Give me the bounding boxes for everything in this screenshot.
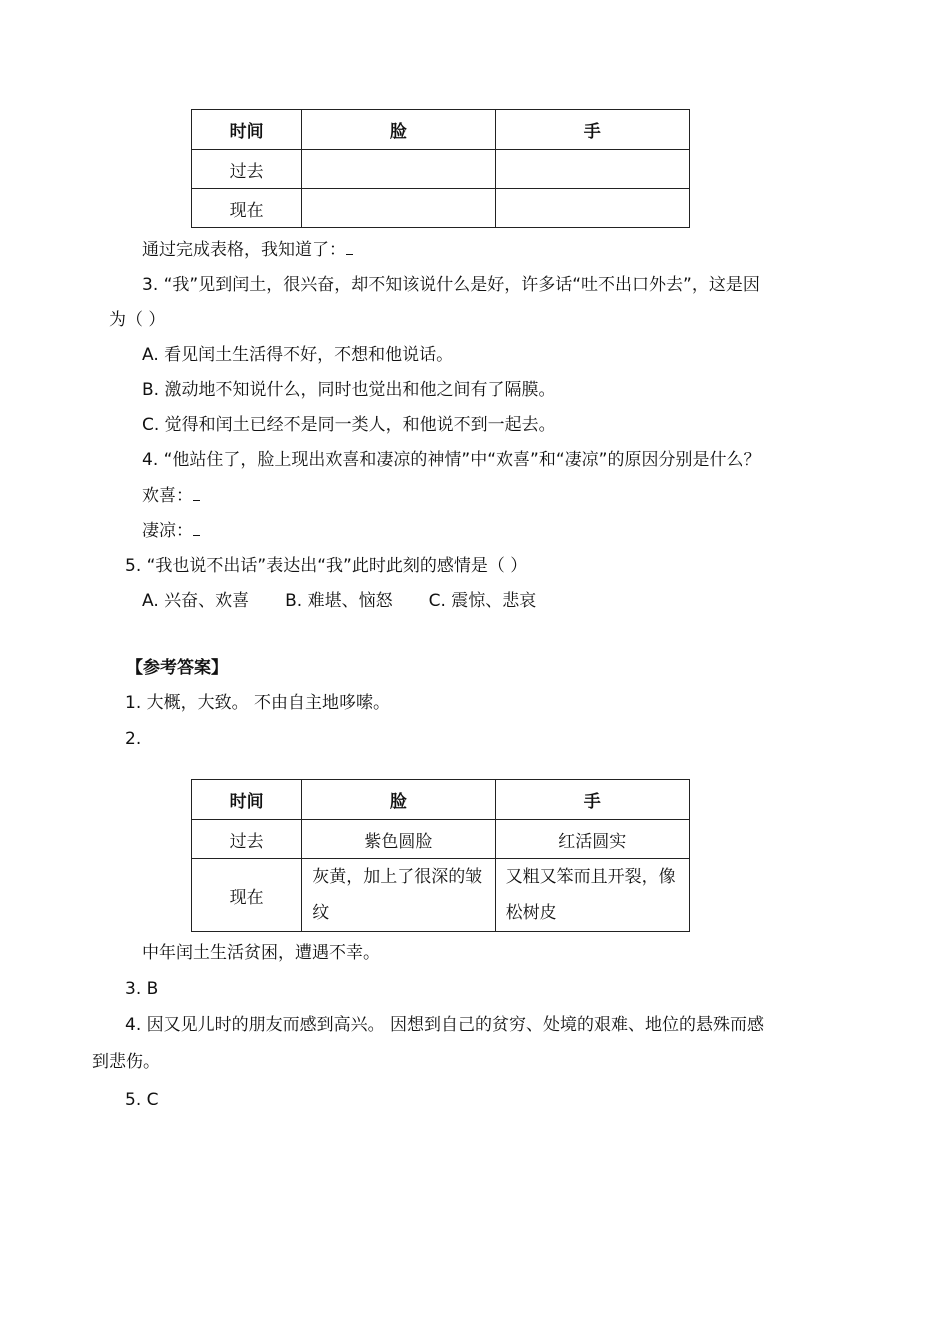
q5-option-b: B. 难堪、恼怒 bbox=[285, 591, 393, 611]
table-row bbox=[192, 189, 690, 228]
face-now: 灰黄，加上了很深的皱纹 bbox=[302, 859, 495, 932]
answer-blank bbox=[193, 484, 200, 501]
table-header-hand: 手 bbox=[495, 780, 689, 820]
q3-stem-line1: 3. “我”见到闰土，很兴奋，却不知该说什么是好，许多话“吐不出口外去”，这是因 bbox=[142, 275, 760, 295]
row-label-past: 过去 bbox=[192, 820, 302, 859]
answer-2-summary: 中年闰土生活贫困，遭遇不幸。 bbox=[142, 943, 380, 963]
row-label-now: 现在 bbox=[192, 859, 302, 932]
q4-question: 4. “他站住了，脸上现出欢喜和凄凉的神情”中“欢喜”和“凄凉”的原因分别是什么？ bbox=[142, 450, 761, 470]
blank-cell-face-now bbox=[302, 189, 495, 228]
answer-blank bbox=[346, 238, 353, 255]
q3-stem-line2: 为（ ） bbox=[109, 310, 166, 330]
hand-past: 红活圆实 bbox=[495, 820, 689, 859]
q4-sad-line: 凄凉： bbox=[142, 519, 200, 543]
q5-options bbox=[142, 589, 536, 613]
answer-2-label: 2. bbox=[125, 729, 142, 749]
q3-option-c: C. 觉得和闰土已经不是同一类人，和他说不到一起去。 bbox=[142, 415, 556, 435]
table-row bbox=[192, 150, 690, 189]
blank-cell-hand-now bbox=[495, 189, 689, 228]
table-row bbox=[192, 820, 690, 859]
table-header-face: 脸 bbox=[302, 780, 495, 820]
empty-comparison-table bbox=[191, 109, 690, 228]
answer-comparison-table bbox=[191, 779, 690, 932]
q5-option-a: A. 兴奋、欢喜 bbox=[142, 591, 250, 611]
row-label-now: 现在 bbox=[192, 189, 302, 228]
table-row bbox=[192, 859, 690, 932]
table-header-face: 脸 bbox=[302, 110, 495, 150]
answer-1: 1. 大概，大致。 不由自主地哆嗦。 bbox=[125, 693, 391, 713]
blank-cell-face-past bbox=[302, 150, 495, 189]
table-header-time: 时间 bbox=[192, 780, 302, 820]
q3-option-b: B. 激动地不知说什么，同时也觉出和他之间有了隔膜。 bbox=[142, 380, 556, 400]
blank-cell-hand-past bbox=[495, 150, 689, 189]
q5-option-c: C. 震惊、悲哀 bbox=[428, 591, 537, 611]
table-header-hand: 手 bbox=[495, 110, 689, 150]
q3-option-a: A. 看见闰土生活得不好，不想和他说话。 bbox=[142, 345, 454, 365]
q5-question: 5. “我也说不出话”表达出“我”此时此刻的感情是（ ） bbox=[125, 556, 528, 576]
answer-5: 5. C bbox=[125, 1090, 159, 1110]
face-past: 紫色圆脸 bbox=[302, 820, 495, 859]
answers-heading: 【参考答案】 bbox=[126, 658, 228, 678]
answer-4-line1: 4. 因又见儿时的朋友而感到高兴。 因想到自己的贫穷、处境的艰难、地位的悬殊而感 bbox=[125, 1015, 765, 1035]
q4-joy-line: 欢喜： bbox=[142, 484, 200, 508]
answer-blank bbox=[193, 519, 200, 536]
q2-prompt: 通过完成表格，我知道了： bbox=[142, 238, 353, 262]
answer-3: 3. B bbox=[125, 979, 159, 999]
hand-now: 又粗又笨而且开裂，像松树皮 bbox=[495, 859, 689, 932]
row-label-past: 过去 bbox=[192, 150, 302, 189]
answer-4-line2: 到悲伤。 bbox=[92, 1052, 160, 1072]
table-header-time: 时间 bbox=[192, 110, 302, 150]
